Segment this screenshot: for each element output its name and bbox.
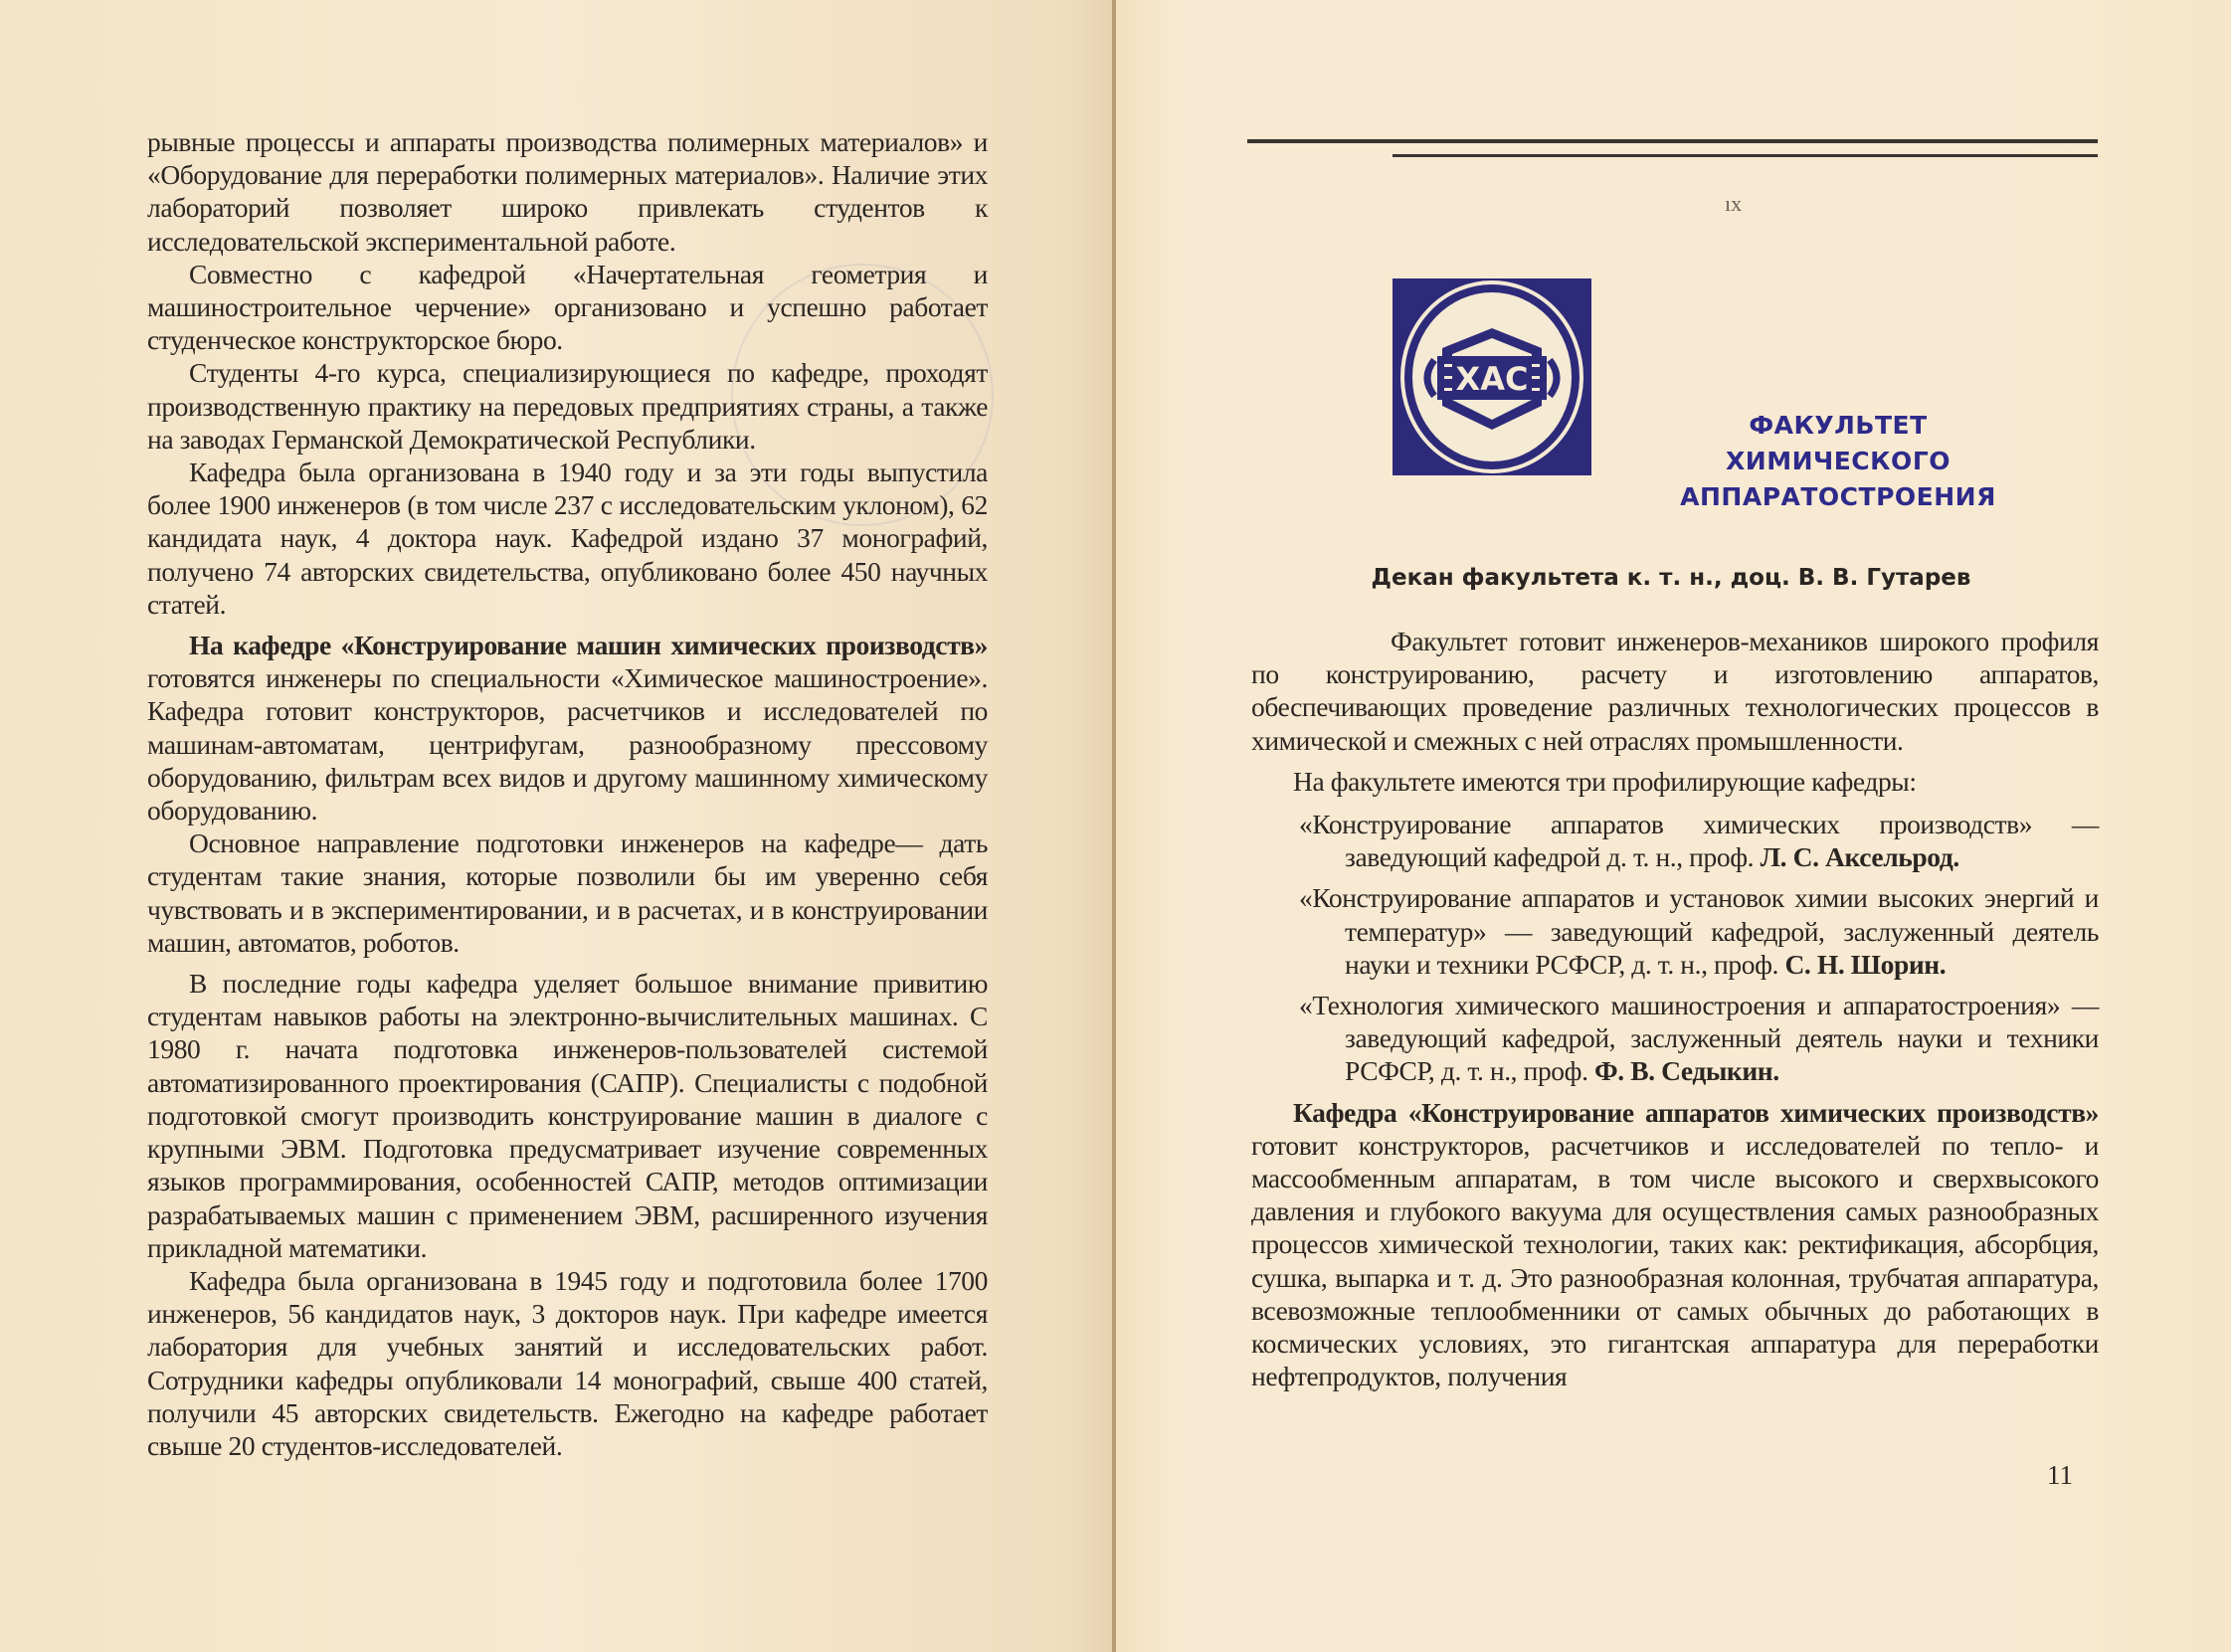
faculty-title-line-1: ФАКУЛЬТЕТ ХИМИЧЕСКОГО [1726,411,1951,475]
department-text: «Конструирование аппаратов и установок химии высоких энергий и температур» — заведующий кафедрой, заслуженный деятель науки и техники РСФСР, д. т. н., проф. [1299,882,2099,980]
paragraph: Студенты 4-го курса, специализирующиеся по кафедре, проходят производственную практику на передовых предприятиях страны, а также на заводах Германской Демократической Республики. [147,357,988,455]
department-item [1299,808,2099,873]
departments-intro: На факультете имеются три профилирующие кафедры: [1293,765,1917,797]
left-page [0,0,1114,1652]
department-list [1251,808,2099,1088]
paragraph: В последние годы кафедра уделяет большое внимание привитию студентам навыков работы на электронно-вычислительных машинах. С 1980 г. начата подготовка инженеров-пользователей системой автоматизированного проектирования (САПР). Специалисты с подобной подготовкой смогут производить конструирование машин в диалоге с крупными ЭВМ. Подготовка предусматривает изучение современных языков программирования, особенностей САПР, методов оптимизации разрабатываемых машин с применением ЭВМ, расширенного изучения прикладной математики. [147,968,988,1263]
department-head: С. Н. Шорин. [1784,948,1947,980]
paragraph: Основное направление подготовки инженеров на кафедре— дать студентам такие знания, которые позволили бы им уверенно себя чувствовать и в экспериментировании, и в расчетах, и в конструировании машин, автоматов, роботов. [147,827,988,958]
header-rule-thin [1393,154,2098,157]
department-item [1299,989,2099,1088]
department-name: На кафедре «Конструирование машин химических производств» [189,630,988,661]
dean-title: Декан факультета к. т. н., доц. [1371,565,1790,591]
department-text: «Технология химического машиностроения и аппаратостроения» — заведующий кафедрой, заслуженный деятель науки и техники РСФСР, д. т. н., проф. [1299,990,2099,1087]
department-name: Кафедра «Конструирование аппаратов химических производств» [1293,1096,2099,1128]
left-page-text [147,125,988,1462]
paragraph: Совместно с кафедрой «Начертательная геометрия и машиностроительное черчение» организовано и успешно работает студенческое конструкторское бюро. [147,258,988,356]
faculty-title-line-2: АППАРАТОСТРОЕНИЯ [1680,482,1996,511]
emblem-text: ХАС [1455,360,1529,398]
department-description: готовит конструкторов, расчетчиков и исследователей по тепло- и массообменным аппаратам, в том числе высокого и сверхвысокого давления и глубокого вакуума для осуществления самых разнообразных процессов химической технологии, таких как: ректификация, абсорбция, сушка, выпарка и т. д. Это разнообразная колонная, трубчатая аппаратура, всевозможные теплообменники от самых обычных до работающих в космических условиях, это гигантская аппаратура для переработки нефтепродуктов, получения [1251,1129,2099,1392]
faculty-intro: Факультет готовит инженеров-механиков широкого профиля по конструированию, расчету и изготовлению аппаратов, обеспечивающих проведение различных технологических процессов в химической и смежных с ней отраслях промышленности. [1251,626,2099,756]
department-head: Ф. В. Седыкин. [1594,1055,1779,1087]
page-number: 11 [2047,1460,2073,1490]
hac-emblem-icon [1393,278,1591,475]
paragraph: Кафедра была организована в 1940 году и за эти годы выпустила более 1900 инженеров (в том числе 237 с исследовательским уклоном), 62 кандидата наук, 4 доктора наук. Кафедрой издано 37 монографий, получено 74 авторских свидетельства, опубликовано более 450 научных статей. [147,457,988,620]
department-text: «Конструирование аппаратов химических производств» — заведующий кафедрой д. т. н., проф. [1299,809,2099,873]
dean-name: В. В. Гутарев [1797,565,1971,591]
right-page-text [1251,625,2099,1392]
department-item [1299,881,2099,981]
paragraph-continuation: рывные процессы и аппараты производства полимерных материалов» и «Оборудование для переработки полимерных материалов». Наличие этих лабораторий позволяет широко привлекать студентов к исследовательской экспериментальной работе. [147,126,988,257]
paragraph-department [1251,1096,2099,1393]
department-head: Л. С. Аксельрод. [1760,841,1959,873]
paragraph: Кафедра была организована в 1945 году и подготовила более 1700 инженеров, 56 кандидатов наук, 3 докторов наук. При кафедре имеется лаборатория для учебных занятий и исследовательских работ. Сотрудники кафедры опубликовали 14 монографий, свыше 400 статей, получили 45 авторских свидетельств. Ежегодно на кафедре работает свыше 20 студентов-исследователей. [147,1264,988,1461]
library-mark: ıх [1725,191,1743,216]
dean-line [1233,565,2109,591]
department-description: готовятся инженеры по специальности «Химическое машиностроение». Кафедра готовит конструкторов, расчетчиков и исследователей по машинам-автоматам, центрифугам, разнообразному прессовому оборудованию, фильтрам всех видов и другому машинному химическому оборудованию. [147,662,988,826]
emblem-svg [1393,278,1591,475]
header-rule-thick [1247,139,2098,143]
faculty-title [1639,408,2037,515]
paragraph-department [147,629,988,826]
